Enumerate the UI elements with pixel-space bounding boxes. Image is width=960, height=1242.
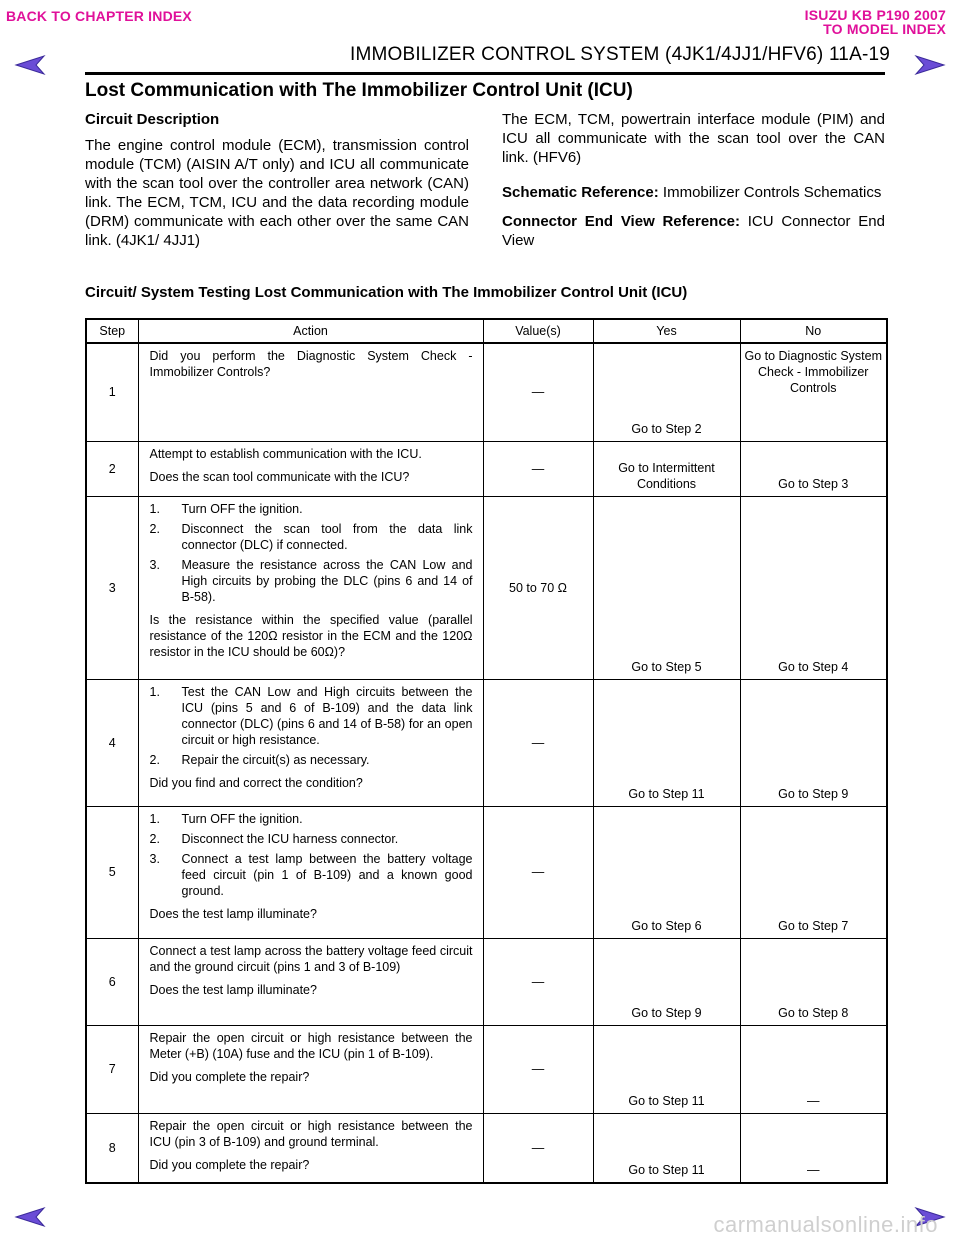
yes-cell[interactable]: Go to Step 5: [593, 496, 740, 679]
to-model-index-link[interactable]: TO MODEL INDEX: [823, 21, 946, 37]
action-cell: [138, 938, 483, 1025]
action-step: 2. Disconnect the ICU harness connector.: [149, 831, 399, 846]
table-title: Circuit/ System Testing Lost Communication with The Immobilizer Control Unit (ICU): [85, 284, 688, 301]
section-title: Lost Communication with The Immobilizer Control Unit (ICU): [85, 80, 633, 101]
value-cell: —: [483, 1113, 593, 1183]
connector-reference: [502, 212, 885, 250]
header-action: Action: [138, 319, 483, 343]
circuit-description-para2: The ECM, TCM, powertrain interface module (PIM) and ICU all communicate with the scan tool over the CAN link. (HFV6): [502, 111, 885, 166]
action-cell: [138, 679, 483, 806]
table-row: [86, 1025, 887, 1113]
yes-cell[interactable]: Go to Step 6: [593, 806, 740, 938]
no-cell[interactable]: Go to Step 9: [740, 679, 887, 806]
connector-reference-label: Connector End View Reference:: [502, 213, 741, 230]
back-to-chapter-index-link[interactable]: BACK TO CHAPTER INDEX: [6, 8, 192, 24]
table-row: [86, 806, 887, 938]
yes-cell[interactable]: Go to Step 9: [593, 938, 740, 1025]
circuit-description-para1: The engine control module (ECM), transmission control module (TCM) (AISIN A/T only) and ICU all communicate with the scan tool over the controller area network (CAN) link. The ECM, TCM, ICU and the data recording module (DRM) communicate with each other over the same CAN link. (4JK1/ 4JJ1): [85, 137, 469, 249]
action-cell: [138, 441, 483, 496]
action-text: Repair the open circuit or high resistance between the ICU (pin 3 of B-109) and ground terminal.: [149, 1118, 473, 1149]
value-cell: 50 to 70 Ω: [483, 496, 593, 679]
step-number: 2: [86, 441, 138, 496]
page-header-title: IMMOBILIZER CONTROL SYSTEM (4JK1/4JJ1/HFV6) 11A-19: [349, 44, 890, 65]
action-steps: [150, 684, 473, 768]
action-cell: [138, 1025, 483, 1113]
action-question: Did you find and correct the condition?: [149, 775, 363, 790]
value-cell: —: [483, 1025, 593, 1113]
yes-cell[interactable]: Go to Intermittent Conditions: [593, 441, 740, 496]
header-values: Value(s): [483, 319, 593, 343]
action-steps: [150, 811, 473, 899]
table-row: [86, 343, 887, 441]
action-cell: [138, 496, 483, 679]
action-text: Connect a test lamp across the battery voltage feed circuit and the ground circuit (pins 1 and 3 of B-109): [149, 943, 473, 974]
action-question: Does the test lamp illuminate?: [149, 982, 317, 997]
no-cell: —: [740, 1113, 887, 1183]
step-number: 5: [86, 806, 138, 938]
action-question: Did you complete the repair?: [149, 1157, 310, 1172]
table-row: [86, 679, 887, 806]
table-header-row: [86, 319, 887, 343]
description-left-column: [85, 110, 469, 260]
no-cell: —: [740, 1025, 887, 1113]
next-page-arrow-icon[interactable]: [914, 54, 946, 76]
action-step: 1. Turn OFF the ignition.: [149, 501, 303, 516]
action-text: Repair the open circuit or high resistance between the Meter (+B) (10A) fuse and the ICU (pin 1 of B-109).: [149, 1030, 473, 1061]
table-row: [86, 441, 887, 496]
diagnostic-table: [85, 318, 888, 1184]
action-cell: [138, 343, 483, 441]
prev-page-arrow-bottom-icon[interactable]: [14, 1206, 46, 1228]
action-step: 3. Measure the resistance across the CAN Low and High circuits by probing the DLC (pins 6 and 14 of B-58).: [149, 557, 473, 604]
yes-cell[interactable]: Go to Step 11: [593, 679, 740, 806]
brand-label: ISUZU KB P190 2007: [804, 7, 946, 23]
step-number: 4: [86, 679, 138, 806]
schematic-reference: [502, 183, 885, 202]
action-question: Did you complete the repair?: [149, 1069, 310, 1084]
schematic-reference-value: Immobilizer Controls Schematics: [662, 184, 882, 201]
no-cell[interactable]: Go to Step 7: [740, 806, 887, 938]
no-cell[interactable]: Go to Diagnostic System Check - Immobilizer Controls: [740, 343, 887, 441]
header-rule: [85, 72, 885, 75]
header-step: Step: [86, 319, 138, 343]
header-yes: Yes: [593, 319, 740, 343]
action-question: Does the test lamp illuminate?: [149, 906, 317, 921]
action-step: 1. Turn OFF the ignition.: [149, 811, 303, 826]
yes-cell[interactable]: Go to Step 11: [593, 1025, 740, 1113]
value-cell: —: [483, 938, 593, 1025]
action-step: 2. Repair the circuit(s) as necessary.: [149, 752, 370, 767]
step-number: 8: [86, 1113, 138, 1183]
step-number: 3: [86, 496, 138, 679]
model-links: [805, 8, 946, 36]
step-number: 6: [86, 938, 138, 1025]
header-no: No: [740, 319, 887, 343]
action-step: 2. Disconnect the scan tool from the data link connector (DLC) if connected.: [149, 521, 473, 552]
table-row: [86, 1113, 887, 1183]
action-cell: [138, 1113, 483, 1183]
no-cell[interactable]: Go to Step 8: [740, 938, 887, 1025]
step-number: 7: [86, 1025, 138, 1113]
value-cell: —: [483, 343, 593, 441]
action-text: Attempt to establish communication with the ICU.: [149, 446, 422, 461]
action-step: 3. Connect a test lamp between the battery voltage feed circuit (pin 1 of B-109) and a known good ground.: [149, 851, 473, 898]
connector-reference-value: ICU Connector End View: [502, 213, 885, 249]
action-text: Did you perform the Diagnostic System Check - Immobilizer Controls?: [149, 349, 473, 379]
description-right-column: [502, 110, 885, 260]
action-question: Does the scan tool communicate with the ICU?: [149, 469, 410, 484]
action-steps: [150, 501, 473, 605]
yes-cell[interactable]: Go to Step 2: [593, 343, 740, 441]
value-cell: —: [483, 441, 593, 496]
action-cell: [138, 806, 483, 938]
no-cell[interactable]: Go to Step 4: [740, 496, 887, 679]
step-number: 1: [86, 343, 138, 441]
no-cell[interactable]: Go to Step 3: [740, 441, 887, 496]
yes-cell[interactable]: Go to Step 11: [593, 1113, 740, 1183]
value-cell: —: [483, 679, 593, 806]
value-cell: —: [483, 806, 593, 938]
circuit-description-heading: Circuit Description: [85, 111, 220, 128]
action-step: 1. Test the CAN Low and High circuits between the ICU (pins 5 and 6 of B-109) and the data link connector (DLC) (pins 6 and 14 of B-58) for an open circuit or high resistance.: [149, 684, 473, 747]
action-question: Is the resistance within the specified value (parallel resistance of the 120Ω resistor in the ECM and the 120Ω resistor in the ICU should be 60Ω)?: [149, 612, 473, 659]
schematic-reference-label: Schematic Reference:: [502, 184, 659, 201]
table-row: [86, 496, 887, 679]
watermark: carmanualsonline.info: [713, 1212, 938, 1237]
table-row: [86, 938, 887, 1025]
